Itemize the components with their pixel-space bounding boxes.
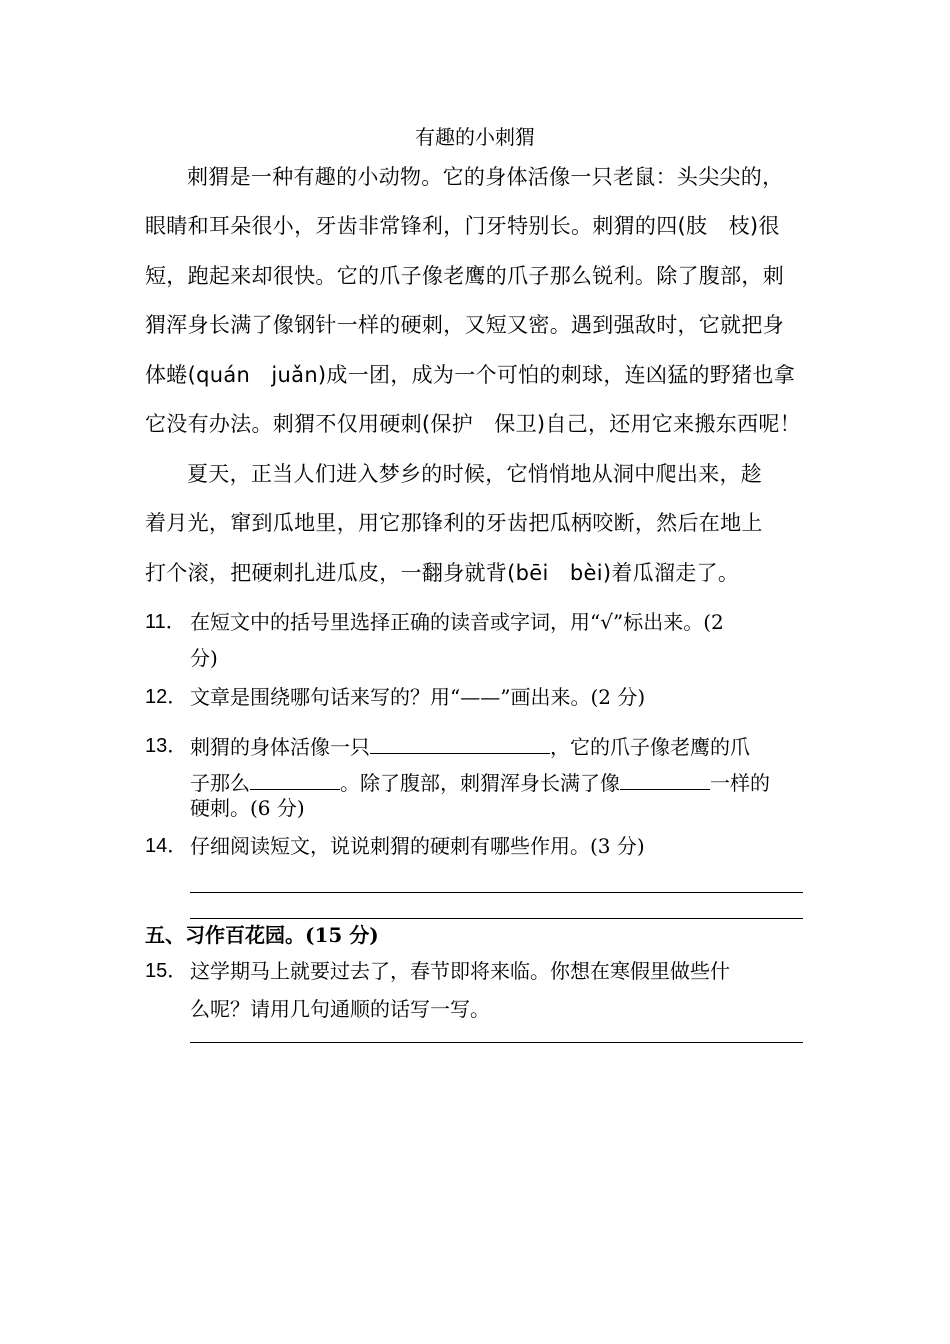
answer-blank[interactable] — [250, 769, 340, 790]
passage-line-2: 眼睛和耳朵很小，牙齿非常锋利，门牙特别长。刺猬的四(肢 枝)很 — [145, 214, 780, 238]
passage-line-3: 短，跑起来却很快。它的爪子像老鹰的爪子那么锐利。除了腹部，刺 — [145, 264, 784, 288]
question-text-cont: 么呢？请用几句通顺的话写一写。 — [190, 997, 490, 1021]
answer-line[interactable] — [190, 892, 803, 893]
question-text: 这学期马上就要过去了，春节即将来临。你想在寒假里做些什 — [190, 959, 730, 983]
question-text: 子那么 — [190, 771, 250, 795]
question-text: 硬刺。(6 分) — [190, 796, 305, 820]
passage-line-6: 它没有办法。刺猬不仅用硬刺(保护 保卫)自己，还用它来搬东西呢！ — [145, 412, 801, 436]
question-number: 13． — [145, 735, 188, 757]
question-number: 15． — [145, 960, 188, 982]
passage-title: 有趣的小刺猬 — [415, 125, 535, 149]
answer-blank[interactable] — [620, 769, 710, 790]
question-number: 11． — [145, 611, 186, 633]
section-heading: 五、习作百花园。(15 分) — [145, 923, 379, 947]
passage-line-5: 体蜷(quán juǎn)成一团，成为一个可怕的刺球，连凶猛的野猪也拿 — [145, 363, 796, 387]
passage-line-7: 夏天，正当人们进入梦乡的时候，它悄悄地从洞中爬出来，趁 — [187, 462, 763, 486]
passage-line-1: 刺猬是一种有趣的小动物。它的身体活像一只老鼠：头尖尖的， — [187, 165, 784, 189]
question-number: 12． — [145, 686, 188, 708]
question-text: 文章是围绕哪句话来写的？用“——”画出来。(2 分) — [190, 685, 646, 709]
question-text: 刺猬的身体活像一只 — [190, 735, 370, 759]
question-text: 在短文中的括号里选择正确的读音或字词，用“√”标出来。(2 — [190, 610, 724, 634]
passage-line-8: 着月光，窜到瓜地里，用它那锋利的牙齿把瓜柄咬断，然后在地上 — [145, 511, 763, 535]
passage-line-4: 猬浑身长满了像钢针一样的硬刺，又短又密。遇到强敌时，它就把身 — [145, 313, 784, 337]
question-text: 仔细阅读短文，说说刺猬的硬刺有哪些作用。(3 分) — [190, 834, 645, 858]
answer-blank[interactable] — [370, 733, 550, 754]
passage-line-9: 打个滚，把硬刺扎进瓜皮，一翻身就背(bēi bèi)着瓜溜走了。 — [145, 561, 740, 585]
answer-line[interactable] — [190, 918, 803, 919]
question-text: 。除了腹部，刺猬浑身长满了像 — [340, 771, 620, 795]
question-text-cont: 分) — [190, 646, 218, 670]
question-text: 一样的 — [710, 771, 770, 795]
question-text: ，它的爪子像老鹰的爪 — [550, 735, 750, 759]
question-number: 14． — [145, 835, 188, 857]
answer-line[interactable] — [190, 1042, 803, 1043]
